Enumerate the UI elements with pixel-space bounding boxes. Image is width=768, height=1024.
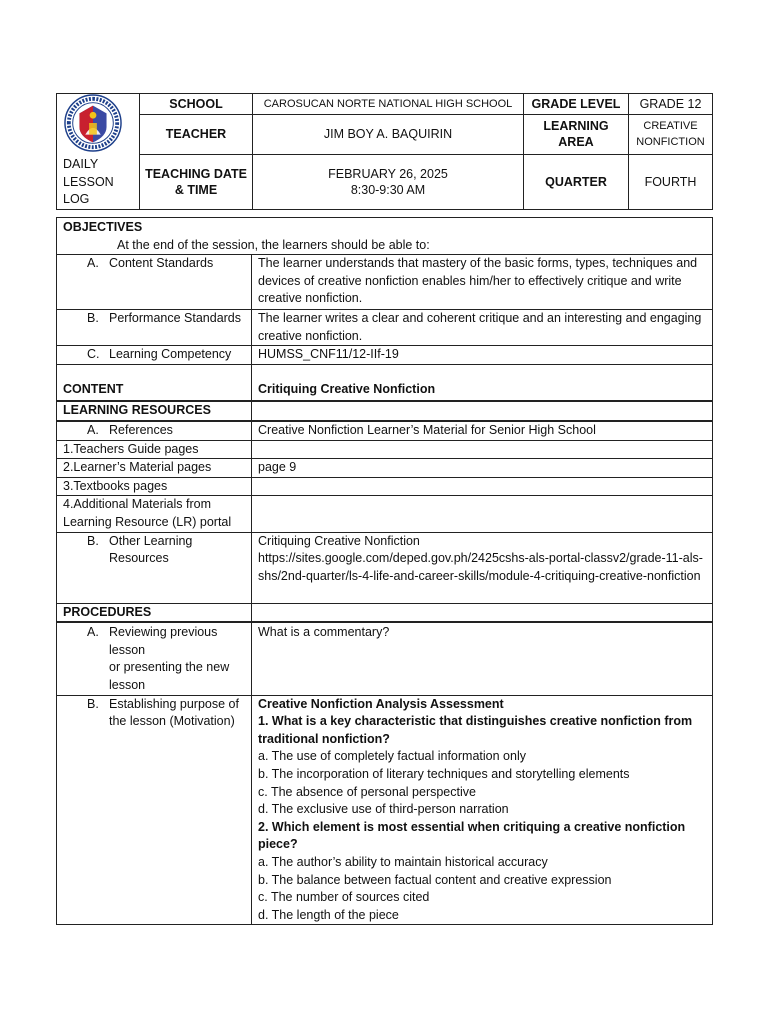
grade-level-label: GRADE LEVEL [524,94,629,115]
review-label-1: Reviewing previous lesson [109,625,218,657]
teaching-date: FEBRUARY 26, 2025 [328,166,448,181]
review-value: What is a commentary? [252,622,713,695]
question-2: 2. Which element is most essential when critiquing a creative nonfiction piece? [258,819,686,852]
learners-material-label: 2.Learner’s Material pages [57,459,252,478]
logo-cell [57,94,140,210]
learning-resources-row [57,401,713,421]
item-letter: B. [87,533,99,548]
content-standards-label: Content Standards [109,256,214,271]
other-resources-url[interactable]: https://sites.google.com/deped.gov.ph/2425cshs-als-portal-classv2/grade-11-als-shs/2nd-quarter/ls-4-life-and-career-skills/module-4-critiquing-creative-nonfiction [258,551,703,583]
learning-competency-row [57,346,713,365]
performance-standards-label: Performance Standards [109,311,242,326]
purpose-label: Establishing purpose of the lesson (Motivation) [109,696,239,729]
learners-material-row [57,459,713,478]
teaching-time: 8:30-9:30 AM [350,182,426,197]
quarter-value: FOURTH [629,155,713,210]
learners-material-value: page 9 [252,459,713,478]
teachers-guide-value [252,440,713,459]
learning-competency-label: Learning Competency [109,347,232,362]
review-row [57,622,713,695]
other-resources-row [57,532,713,603]
header-table [56,93,713,210]
q2-option-d: d. The length of the piece [258,907,399,922]
quarter-label: QUARTER [524,155,629,210]
learning-resources-heading: LEARNING RESOURCES [57,401,252,421]
q1-option-b: b. The incorporation of literary techniques and storytelling elements [258,766,630,781]
q2-option-c: c. The number of sources cited [258,890,430,905]
textbooks-label: 3.Textbooks pages [57,477,252,496]
procedures-heading: PROCEDURES [57,603,252,622]
content-standards-row [57,255,713,310]
additional-materials-value [252,496,713,532]
question-1: 1. What is a key characteristic that distinguishes creative nonfiction from traditional nonfiction? [258,714,693,746]
objectives-row [57,218,713,255]
item-letter: B. [87,696,99,711]
content-row [57,364,713,401]
references-row [57,421,713,440]
textbooks-value [252,477,713,496]
item-letter: A. [87,625,99,640]
q1-option-a: a. The use of completely factual information only [258,749,526,764]
textbooks-row [57,477,713,496]
references-value: Creative Nonfiction Learner’s Material for Senior High School [252,421,713,440]
q1-option-c: c. The absence of personal perspective [258,784,476,799]
objectives-heading: OBJECTIVES [63,220,143,234]
learning-competency-value: HUMSS_CNF11/12-IIf-19 [252,346,713,365]
deped-seal-logo [64,94,122,152]
other-resources-title: Critiquing Creative Nonfiction [258,533,420,548]
teacher-label: TEACHER [140,114,253,154]
review-label-2: or presenting the new lesson [109,660,230,692]
additional-materials-label: 4.Additional Materials from Learning Resource (LR) portal [63,497,232,530]
content-label: CONTENT [57,364,252,401]
item-letter: B. [87,311,99,326]
q1-option-d: d. The exclusive use of third-person narration [258,802,509,817]
item-letter: C. [87,347,100,362]
references-label: References [109,423,173,438]
assessment-title: Creative Nonfiction Analysis Assessment [258,696,504,711]
other-resources-label: Other Learning Resources [109,533,193,566]
content-standards-value: The learner understands that mastery of the basic forms, types, techniques and devices of creative nonfiction enables him/her to effectively critique and write creative nonfiction. [252,255,713,310]
grade-level-value: GRADE 12 [629,94,713,115]
objectives-intro: At the end of the session, the learners should be able to: [117,237,430,252]
school-label: SCHOOL [140,94,253,115]
school-value: CAROSUCAN NORTE NATIONAL HIGH SCHOOL [253,94,524,115]
performance-standards-row [57,310,713,346]
teaching-date-value [253,155,524,210]
teacher-value: JIM BOY A. BAQUIRIN [253,114,524,154]
learning-area-label: LEARNING AREA [524,114,629,154]
performance-standards-value: The learner writes a clear and coherent critique and an interesting and engaging creative nonfiction. [252,310,713,346]
content-value: Critiquing Creative Nonfiction [252,364,713,401]
procedures-row [57,603,713,622]
daily-lesson-log-title: DAILY LESSON LOG [63,157,114,206]
learning-area-value: CREATIVE NONFICTION [629,114,713,154]
item-letter: A. [87,423,99,438]
additional-materials-row [57,496,713,532]
teachers-guide-row [57,440,713,459]
item-letter: A. [87,256,99,271]
teaching-date-label: TEACHING DATE & TIME [140,155,253,210]
q2-option-b: b. The balance between factual content and creative expression [258,872,612,887]
teachers-guide-label: 1.Teachers Guide pages [57,440,252,459]
purpose-row [57,695,713,925]
lesson-table [56,217,713,925]
q2-option-a: a. The author’s ability to maintain historical accuracy [258,854,548,869]
